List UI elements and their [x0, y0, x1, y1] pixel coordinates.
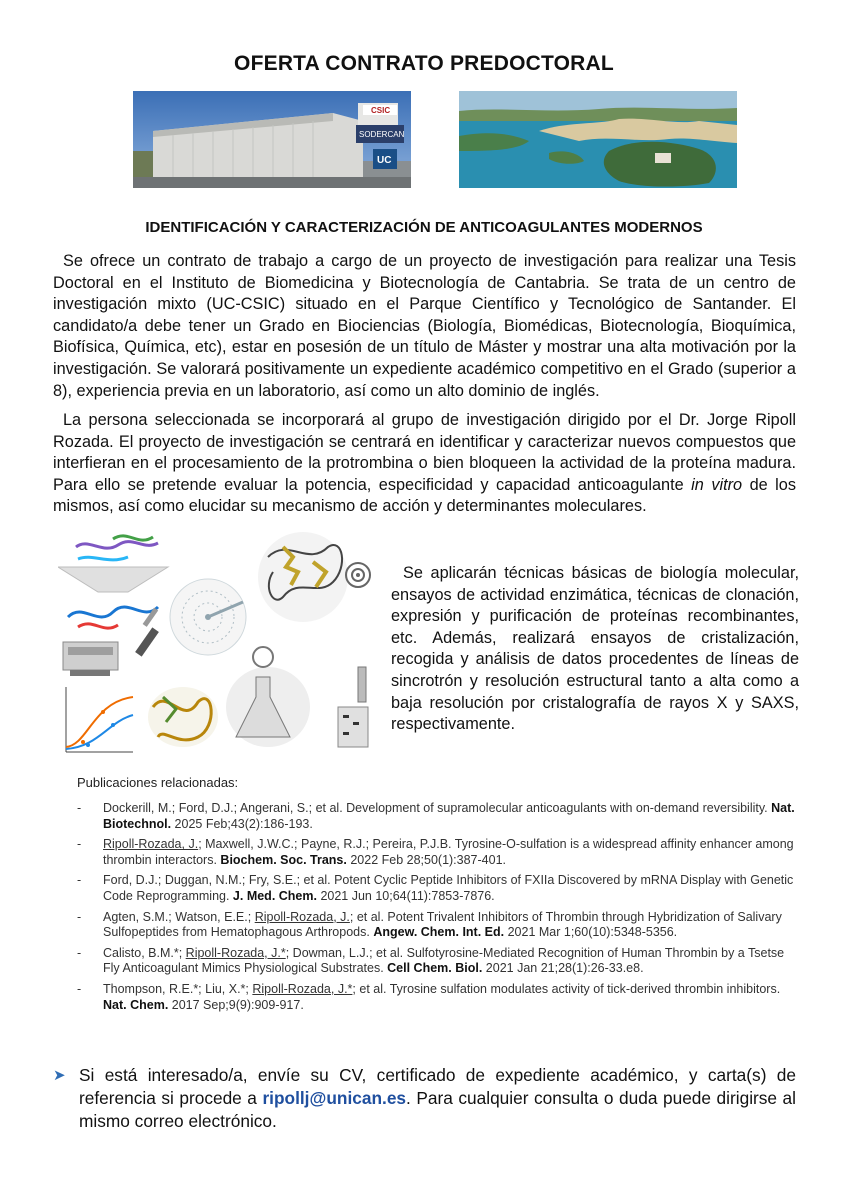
- crystallization-flask-icon: [226, 647, 310, 747]
- plate-reader-icon: [63, 642, 118, 676]
- publications-list: [77, 801, 799, 1018]
- intro-text: Se ofrece un contrato de trabajo a cargo de un proyecto de investigación para realizar una Tesis Doctoral en el Instituto de Biomedicina y Biotecnología de Cantabria. Se trata de un centro de investigación mixto (UC-CSIC) situado en el Parque Científico y Tecnológico de Santander. El candidato/a debe tener un Grado en Biociencias (Biología, Biomédicas, Biotecnología, Bioquímica, Biofísica, Química, etc), estar en posesión de un título de Máster y mostrar una alta motivación por la investigación. Se valorará positivamente un expediente académico competitivo en el Grado (superior a 8), experiencia previa en un laboratorio, así como un alto dominio de inglés.: [53, 252, 796, 400]
- publication-item: - Calisto, B.M.*; Ripoll-Rozada, J.*; Dowman, L.J.; et al. Sulfotyrosine-Mediated Recognition of Human Thrombin by a Tsetse Fly Anticoagulant Mimics Physiological Substrates. Cell Chem. Biol. 2021 Jan 21;28(1):26-33.e8.: [77, 946, 799, 977]
- publication-item: - Dockerill, M.; Ford, D.J.; Angerani, S.; et al. Development of supramolecular anticoagulants with on-demand reversibility. Nat. Biotechnol. 2025 Feb;43(2):186-193.: [77, 801, 799, 832]
- techniques-paragraph: [391, 563, 799, 736]
- diffraction-pattern-icon: [170, 579, 246, 655]
- contact-email-link[interactable]: ripollj@unican.es: [262, 1088, 407, 1109]
- techniques-text: Se aplicarán técnicas básicas de biología molecular, ensayos de actividad enzimática, técnicas de clonación, expresión y purificación de proteínas recombinantes, etc. Además, realizará ensayos de cristalización, recogida y análisis de datos procedentes de líneas de sincrotrón y resolución estructural tanto a alta como a baja resolución por cristalografía de rayos X y SAXS, respectivamente.: [391, 564, 799, 734]
- contact-text-a: Si está interesado/a, envíe su CV, certificado de expediente académico, y carta(s) de referencia si procede a: [79, 1065, 796, 1109]
- contact-paragraph: [53, 1064, 796, 1134]
- gel-tubes-icon: [338, 667, 368, 747]
- lab-techniques-illustration: [58, 527, 384, 759]
- protein-ribbon-icon: [148, 687, 218, 747]
- activity-curves-icon: [66, 687, 133, 752]
- page-title: OFERTA CONTRATO PREDOCTORAL: [234, 52, 614, 75]
- contact-text-b: . Para cualquier consulta o duda puede dirigirse al mismo correo electrónico.: [79, 1088, 796, 1132]
- in-vitro-text: in vitro: [691, 475, 743, 494]
- santander-coast-photo: [459, 91, 737, 188]
- group-paragraph: [53, 410, 796, 518]
- csic-sign-text: CSIC: [371, 106, 391, 115]
- pipette-icon: [135, 608, 159, 657]
- sodercan-sign-text: SODERCAN: [359, 130, 405, 139]
- institute-building-photo: [133, 91, 411, 188]
- publication-item: - Ripoll-Rozada, J.; Maxwell, J.W.C.; Payne, R.J.; Pereira, P.J.B. Tyrosine-O-sulfation is a widespread affinity enhancer among thrombin interactors. Biochem. Soc. Trans. 2022 Feb 28;50(1):387-401.: [77, 837, 799, 868]
- intro-paragraph: [53, 251, 796, 402]
- group-text-b: de los mismos, así como elucidar su mecanismo de acción y determinantes moleculares.: [53, 475, 796, 516]
- dna-strands-icon: [58, 536, 168, 592]
- publication-item: - Ford, D.J.; Duggan, N.M.; Fry, S.E.; et al. Potent Cyclic Peptide Inhibitors of FXIIa Discovered by mRNA Display with Genetic Code Reprogramming. J. Med. Chem. 2021 Jun 10;64(11):7853-7876.: [77, 873, 799, 904]
- protein-structure-icon: [258, 532, 348, 622]
- publications-heading: Publicaciones relacionadas:: [77, 775, 239, 790]
- arrow-bullet-icon: ➤: [53, 1067, 66, 1084]
- uc-sign-text: UC: [377, 155, 392, 166]
- publication-item: - Agten, S.M.; Watson, E.E.; Ripoll-Rozada, J.; et al. Potent Trivalent Inhibitors of Thrombin through Hybridization of Salivary Sulfopeptides from Hematophagous Arthropods. Angew. Chem. Int. Ed. 2021 Mar 1;60(10):5348-5356.: [77, 910, 799, 941]
- group-text-a: La persona seleccionada se incorporará al grupo de investigación dirigido por el Dr. Jorge Ripoll Rozada. El proyecto de investigación se centrará en identificar y caracterizar nuevos compuestos que interfieran en el procesamiento de la protrombina o bien bloqueen la actividad de la proteína madura. Para ello se pretende evaluar la potencia, especificidad y capacidad anticoagulante: [53, 411, 796, 494]
- project-subtitle: IDENTIFICACIÓN Y CARACTERIZACIÓN DE ANTICOAGULANTES MODERNOS: [145, 219, 703, 236]
- publication-item: - Thompson, R.E.*; Liu, X.*; Ripoll-Rozada, J.*; et al. Tyrosine sulfation modulates activity of tick-derived thrombin inhibitors. Nat. Chem. 2017 Sep;9(9):909-917.: [77, 982, 799, 1013]
- cut-off-footer-text: [77, 1190, 377, 1200]
- target-icon: [346, 563, 370, 587]
